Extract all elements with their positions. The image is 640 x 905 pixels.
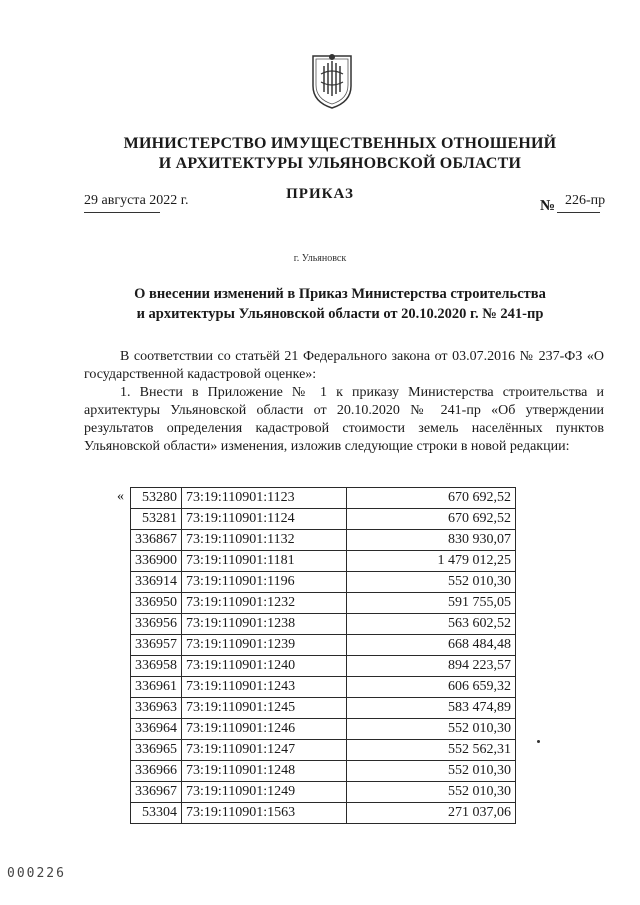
row-id-cell: 336956 [131, 614, 182, 635]
scan-speck [537, 740, 540, 743]
table-row [131, 593, 516, 614]
body-paragraph-2: 1. Внести в Приложение № 1 к приказу Министерства строительства и архитектуры Ульяновской области от 20.10.2020 № 241-пр «Об утверждении результатов определения кадастровой стоимости земель населённых пунктов Ульяновской области» изменения, изложив следующие строки в новой редакции: [84, 385, 604, 454]
cadastral-value-cell: 552 010,30 [347, 782, 516, 803]
cadastral-number-cell: 73:19:110901:1238 [182, 614, 347, 635]
row-id-cell: 336964 [131, 719, 182, 740]
row-id-cell: 336914 [131, 572, 182, 593]
cadastral-value-cell: 670 692,52 [347, 488, 516, 509]
cadastral-number-cell: 73:19:110901:1245 [182, 698, 347, 719]
table-row [131, 782, 516, 803]
row-id-cell: 53281 [131, 509, 182, 530]
cadastral-number-cell: 73:19:110901:1196 [182, 572, 347, 593]
cadastral-number-cell: 73:19:110901:1248 [182, 761, 347, 782]
cadastral-value-cell: 552 010,30 [347, 719, 516, 740]
cadastral-number-cell: 73:19:110901:1181 [182, 551, 347, 572]
table-row [131, 614, 516, 635]
table-row [131, 551, 516, 572]
cadastral-value-cell: 591 755,05 [347, 593, 516, 614]
number-sign: № [540, 198, 556, 214]
table-row [131, 530, 516, 551]
row-id-cell: 336950 [131, 593, 182, 614]
row-id-cell: 336961 [131, 677, 182, 698]
row-id-cell: 53280 [131, 488, 182, 509]
cadastral-value-cell: 552 010,30 [347, 572, 516, 593]
table-row [131, 740, 516, 761]
quote-open-mark: « [117, 489, 124, 504]
cadastral-number-cell: 73:19:110901:1240 [182, 656, 347, 677]
cadastral-number-cell: 73:19:110901:1132 [182, 530, 347, 551]
city-label: г. Ульяновск [293, 253, 347, 264]
order-number: 226-пр [565, 193, 606, 208]
cadastral-number-cell: 73:19:110901:1563 [182, 803, 347, 824]
subject-line1: О внесении изменений в Приказ Министерства строительства [134, 286, 546, 302]
cadastral-number-cell: 73:19:110901:1247 [182, 740, 347, 761]
row-id-cell: 336967 [131, 782, 182, 803]
cadastral-value-cell: 552 562,31 [347, 740, 516, 761]
ministry-name-line2: И АРХИТЕКТУРЫ УЛЬЯНОВСКОЙ ОБЛАСТИ [158, 155, 522, 172]
table-row [131, 761, 516, 782]
order-date: 29 августа 2022 г. [84, 193, 189, 208]
cadastral-value-cell: 563 602,52 [347, 614, 516, 635]
cadastral-number-cell: 73:19:110901:1239 [182, 635, 347, 656]
row-id-cell: 336963 [131, 698, 182, 719]
table-row [131, 719, 516, 740]
coat-of-arms-icon [309, 52, 355, 110]
table-row [131, 635, 516, 656]
row-id-cell: 336966 [131, 761, 182, 782]
row-id-cell: 336965 [131, 740, 182, 761]
table-row [131, 656, 516, 677]
date-underline [84, 212, 160, 213]
ministry-name-line1: МИНИСТЕРСТВО ИМУЩЕСТВЕННЫХ ОТНОШЕНИЙ [123, 135, 557, 152]
cadastral-number-cell: 73:19:110901:1232 [182, 593, 347, 614]
table-row [131, 572, 516, 593]
body-paragraph-1: В соответствии со статьёй 21 Федерального закона от 03.07.2016 № 237-ФЗ «О государственной кадастровой оценке»: [84, 349, 604, 382]
cadastral-value-cell: 670 692,52 [347, 509, 516, 530]
cadastral-value-table [130, 487, 516, 824]
doc-type-title: ПРИКАЗ [286, 186, 354, 202]
table-row [131, 698, 516, 719]
cadastral-value-cell: 668 484,48 [347, 635, 516, 656]
cadastral-value-cell: 606 659,32 [347, 677, 516, 698]
row-id-cell: 336900 [131, 551, 182, 572]
row-id-cell: 336867 [131, 530, 182, 551]
cadastral-number-cell: 73:19:110901:1246 [182, 719, 347, 740]
cadastral-value-cell: 271 037,06 [347, 803, 516, 824]
table-row [131, 677, 516, 698]
row-id-cell: 53304 [131, 803, 182, 824]
table-row [131, 803, 516, 824]
cadastral-number-cell: 73:19:110901:1249 [182, 782, 347, 803]
number-underline [557, 212, 600, 213]
table-row [131, 509, 516, 530]
cadastral-number-cell: 73:19:110901:1124 [182, 509, 347, 530]
page-code: 000226 [7, 866, 66, 881]
cadastral-value-cell: 583 474,89 [347, 698, 516, 719]
cadastral-value-cell: 894 223,57 [347, 656, 516, 677]
cadastral-value-cell: 830 930,07 [347, 530, 516, 551]
row-id-cell: 336958 [131, 656, 182, 677]
cadastral-number-cell: 73:19:110901:1243 [182, 677, 347, 698]
cadastral-value-cell: 1 479 012,25 [347, 551, 516, 572]
row-id-cell: 336957 [131, 635, 182, 656]
cadastral-value-cell: 552 010,30 [347, 761, 516, 782]
cadastral-number-cell: 73:19:110901:1123 [182, 488, 347, 509]
table-row [131, 488, 516, 509]
subject-line2: и архитектуры Ульяновской области от 20.10.2020 г. № 241-пр [136, 306, 544, 322]
